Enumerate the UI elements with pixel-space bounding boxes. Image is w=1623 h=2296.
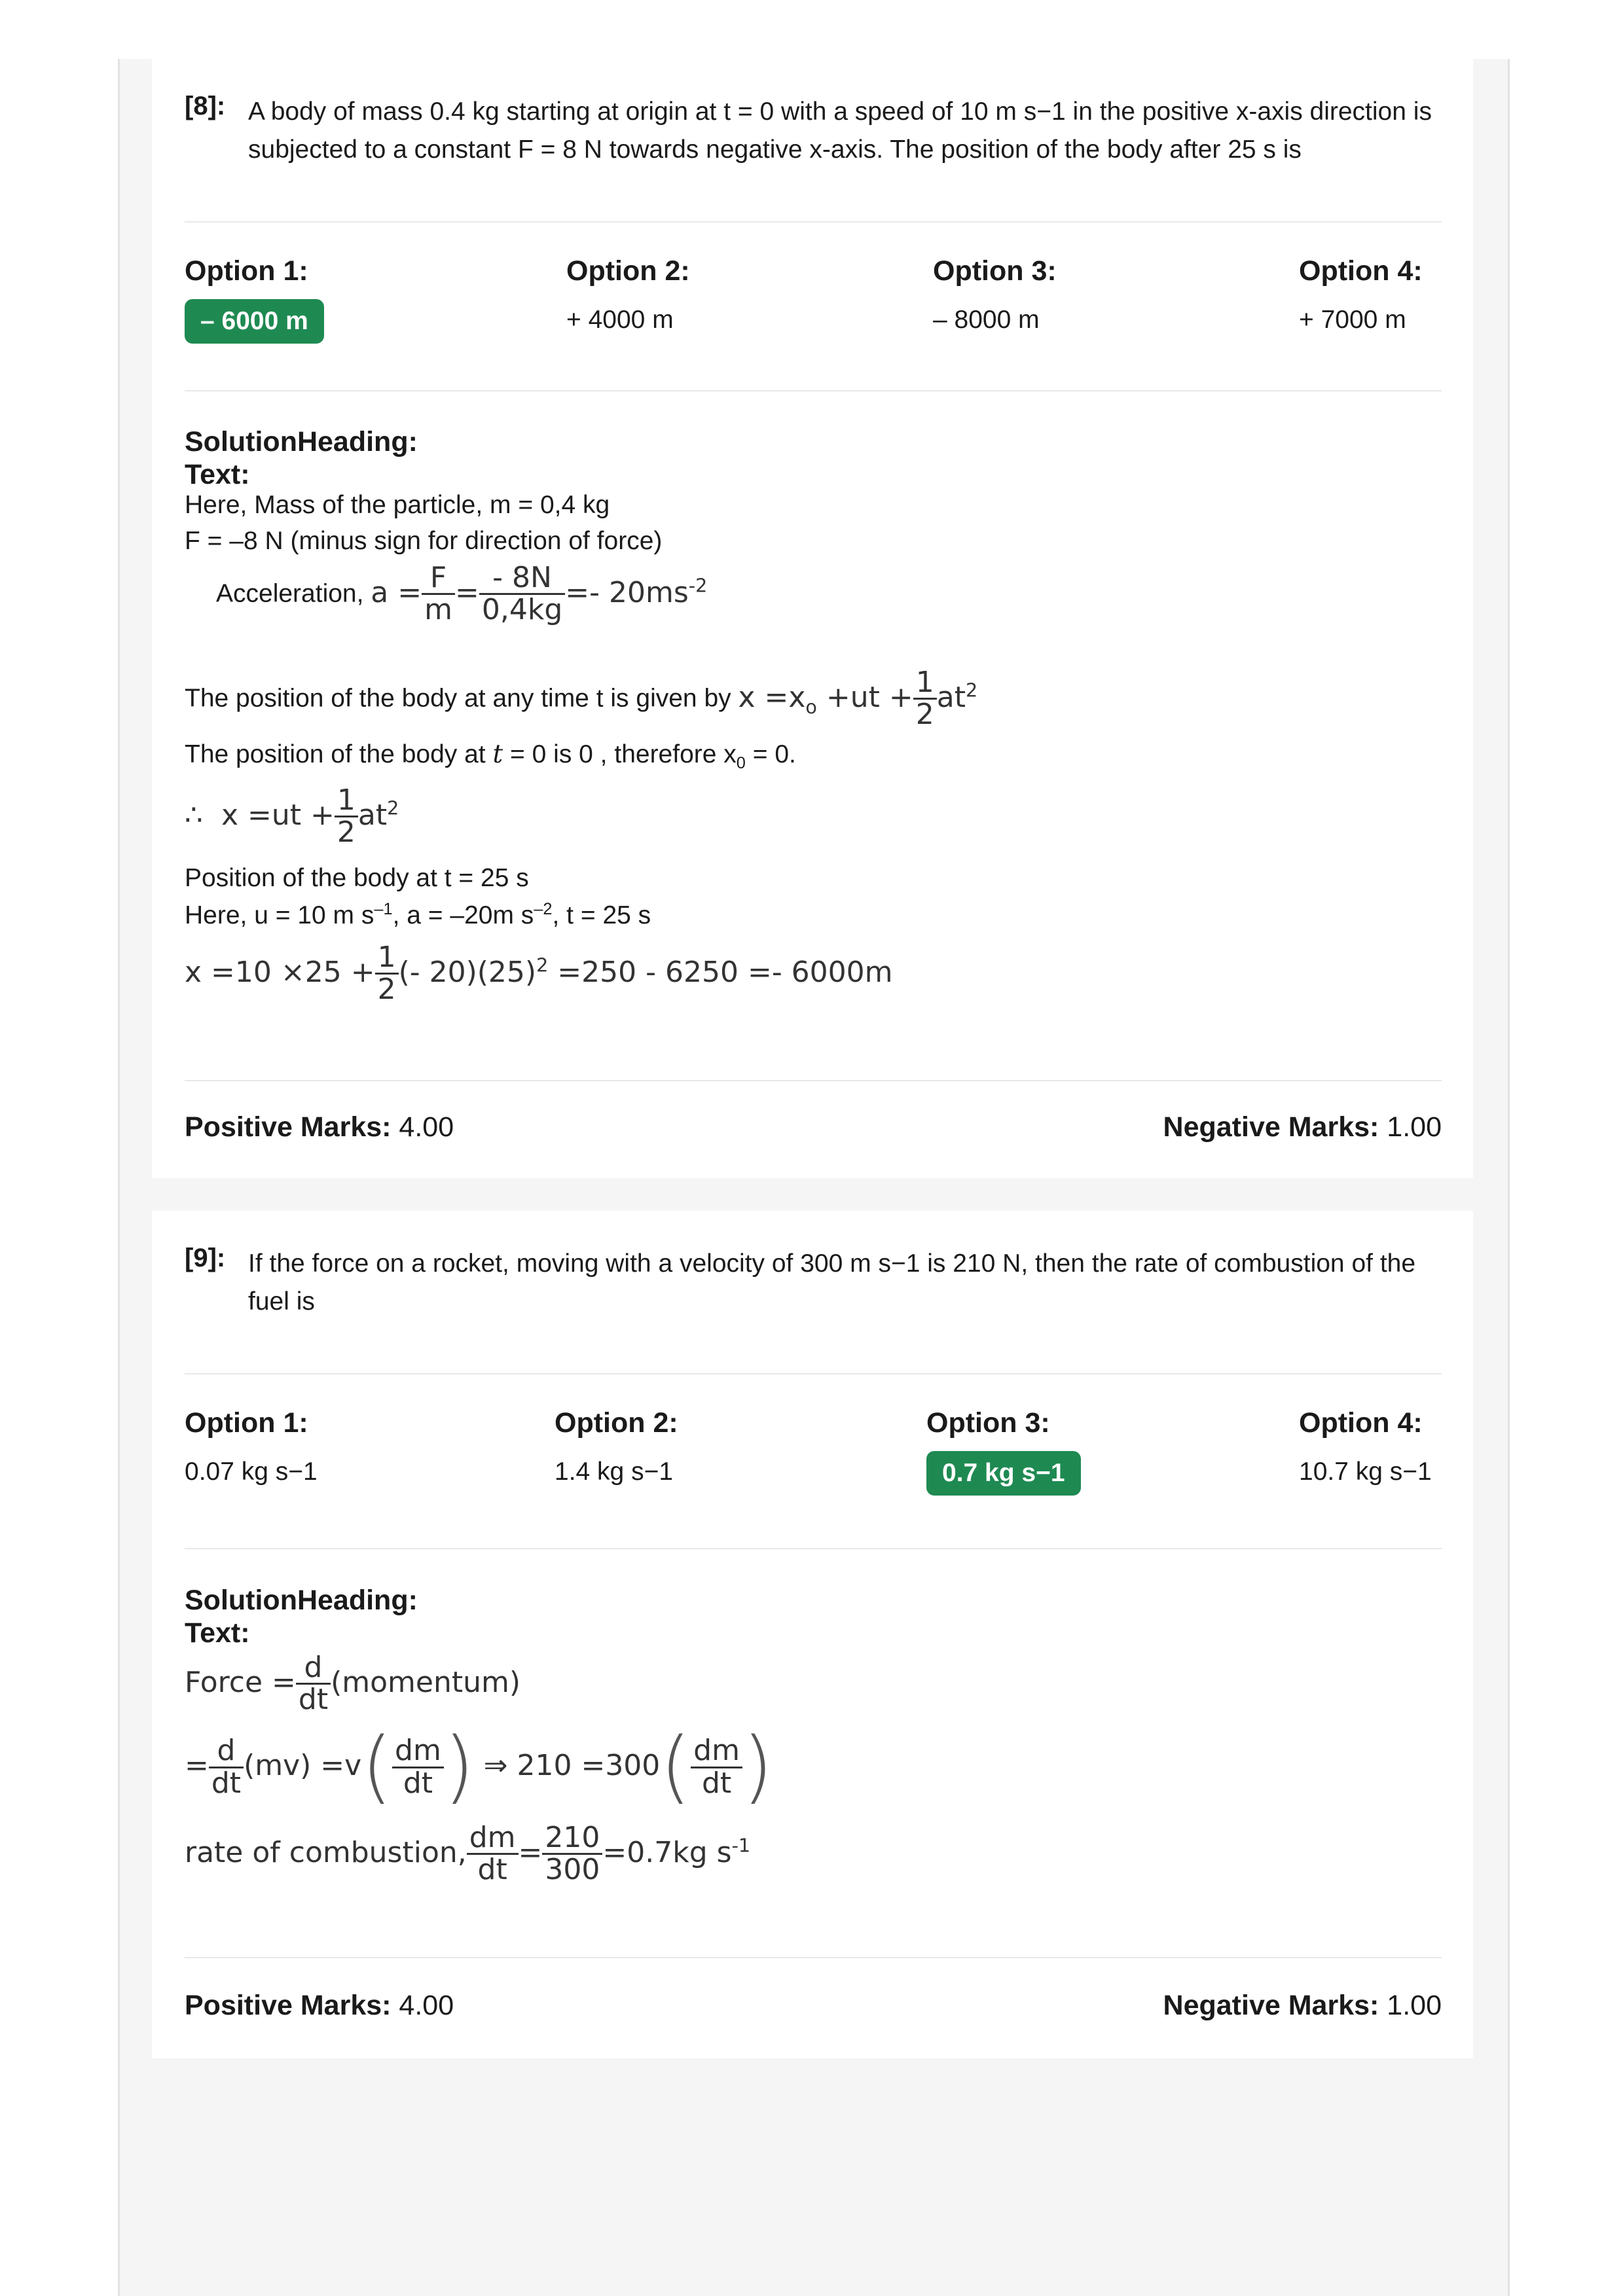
acceleration-label: Acceleration, bbox=[216, 579, 364, 608]
negative-marks bbox=[1163, 1111, 1442, 1143]
solution-text: is 0 , therefore x bbox=[553, 740, 737, 768]
option-1[interactable] bbox=[185, 1407, 318, 1486]
option-1[interactable] bbox=[185, 255, 324, 344]
force-label: Force = bbox=[185, 1665, 296, 1699]
solution-text: Here, u = 10 m s bbox=[185, 901, 374, 929]
option-value: + 7000 m bbox=[1299, 306, 1406, 334]
solution-heading: SolutionHeading: bbox=[185, 1585, 418, 1616]
question-number: [9]: bbox=[185, 1244, 226, 1272]
option-value: 1.4 kg s−1 bbox=[555, 1458, 674, 1486]
positive-marks-value: 4.00 bbox=[399, 1990, 454, 2021]
option-value-correct: 0.7 kg s−1 bbox=[926, 1451, 1081, 1496]
solution-line: F = –8 N (minus sign for direction of force) bbox=[185, 527, 663, 555]
solution-block bbox=[185, 425, 418, 491]
divider bbox=[185, 1373, 1442, 1374]
question-card-8 bbox=[152, 59, 1473, 1178]
final-equation: x =10 ×25 + $\frac{1}{2}$ (- $20)(25)^2 =250 - 6250 =- 6000m$ bbox=[185, 941, 893, 1007]
divider bbox=[185, 221, 1442, 223]
solution-text: = 0. bbox=[752, 740, 796, 768]
option-label: Option 2: bbox=[555, 1407, 678, 1439]
negative-marks-label: Negative Marks: bbox=[1163, 1111, 1379, 1143]
positive-marks-label: Positive Marks: bbox=[185, 1990, 392, 2021]
negative-marks-value: 1.00 bbox=[1387, 1990, 1442, 2021]
rate-equation: rate of combustion, $\frac{dm}{dt}$ = $\frac{210}{300}$ =0.7kg $s^{-1}$ bbox=[185, 1821, 751, 1887]
solution-line: The position of the body at any time t is given by bbox=[185, 684, 731, 713]
solution-block bbox=[185, 1584, 418, 1649]
divider bbox=[185, 1957, 1442, 1958]
option-label: Option 4: bbox=[1299, 1407, 1423, 1439]
solution-heading: SolutionHeading: bbox=[185, 426, 418, 457]
initial-position-line: The position of the body at t = 0 is 0 , therefore $x_0 = 0$. bbox=[185, 740, 796, 772]
positive-marks-label: Positive Marks: bbox=[185, 1111, 392, 1143]
option-3[interactable] bbox=[933, 255, 1057, 334]
option-value: 0.07 kg s−1 bbox=[185, 1458, 318, 1486]
question-text: A body of mass 0.4 kg starting at origin at t = 0 with a speed of 10 m s−1 in the positive x-axis direction is subjected to a constant F = 8 N towards negative x-axis. The position of the body after 25 s is bbox=[248, 98, 1432, 164]
question-text: If the force on a rocket, moving with a velocity of 300 m s−1 is 210 N, then the rate of combustion of the fuel is bbox=[248, 1249, 1416, 1316]
divider bbox=[185, 1548, 1442, 1549]
option-label: Option 2: bbox=[566, 255, 690, 287]
option-4[interactable] bbox=[1299, 255, 1423, 334]
option-label: Option 1: bbox=[185, 1407, 308, 1439]
force-equation: Force = $\frac{d}{dt}$ (momentum) bbox=[185, 1651, 521, 1717]
option-label: Option 4: bbox=[1299, 255, 1423, 287]
option-2[interactable] bbox=[566, 255, 690, 334]
divider bbox=[185, 390, 1442, 391]
option-value-correct: – 6000 m bbox=[185, 299, 324, 344]
option-label: Option 3: bbox=[933, 255, 1057, 287]
values-line: Here, u = 10 m $s^{-1}$, a = –20m $s^{-2}$, t = 25 s bbox=[185, 900, 651, 929]
solution-text: The position of the body at bbox=[185, 740, 486, 768]
solution-text-label: Text: bbox=[185, 1617, 250, 1649]
option-label: Option 1: bbox=[185, 255, 308, 287]
question-card-9 bbox=[152, 1211, 1473, 2058]
position-equation: The position of the body at any time t is given by $x =x_o +ut$ + $\frac{1}{2}$ $at^2$ bbox=[185, 666, 978, 732]
option-3[interactable] bbox=[926, 1407, 1081, 1496]
option-4[interactable] bbox=[1299, 1407, 1432, 1486]
option-value: – 8000 m bbox=[933, 306, 1040, 334]
negative-marks bbox=[1163, 1990, 1442, 2022]
divider bbox=[185, 1080, 1442, 1081]
solution-line: Position of the body at t = 25 s bbox=[185, 864, 529, 892]
positive-marks-value: 4.00 bbox=[399, 1111, 454, 1143]
negative-marks-label: Negative Marks: bbox=[1163, 1990, 1379, 2021]
option-value: + 4000 m bbox=[566, 306, 674, 334]
negative-marks-value: 1.00 bbox=[1387, 1111, 1442, 1143]
acceleration-equation: Acceleration, a = $\frac{F}{m}$ = $\frac{- 8N}{0,4kg}$ =- $20ms^{-2}$ bbox=[216, 561, 708, 627]
derivative-equation: = $\frac{d}{dt}$ (mv) =v( $\frac{dm}{dt}$ ) ⇒ 210 =300( $\frac{dm}{dt}$ ) bbox=[185, 1721, 773, 1812]
positive-marks bbox=[185, 1990, 454, 2022]
option-2[interactable] bbox=[555, 1407, 678, 1486]
momentum-label: (momentum) bbox=[331, 1665, 521, 1699]
positive-marks bbox=[185, 1111, 454, 1143]
option-label: Option 3: bbox=[926, 1407, 1050, 1439]
therefore-equation: ∴ x =ut + $\frac{1}{2}$ $at^2$ bbox=[185, 783, 399, 850]
question-number: [8]: bbox=[185, 92, 226, 120]
solution-line: Here, Mass of the particle, m = 0,4 kg bbox=[185, 491, 610, 519]
solution-text-label: Text: bbox=[185, 459, 250, 490]
option-value: 10.7 kg s−1 bbox=[1299, 1458, 1432, 1486]
rate-label: rate of combustion, bbox=[185, 1835, 467, 1869]
